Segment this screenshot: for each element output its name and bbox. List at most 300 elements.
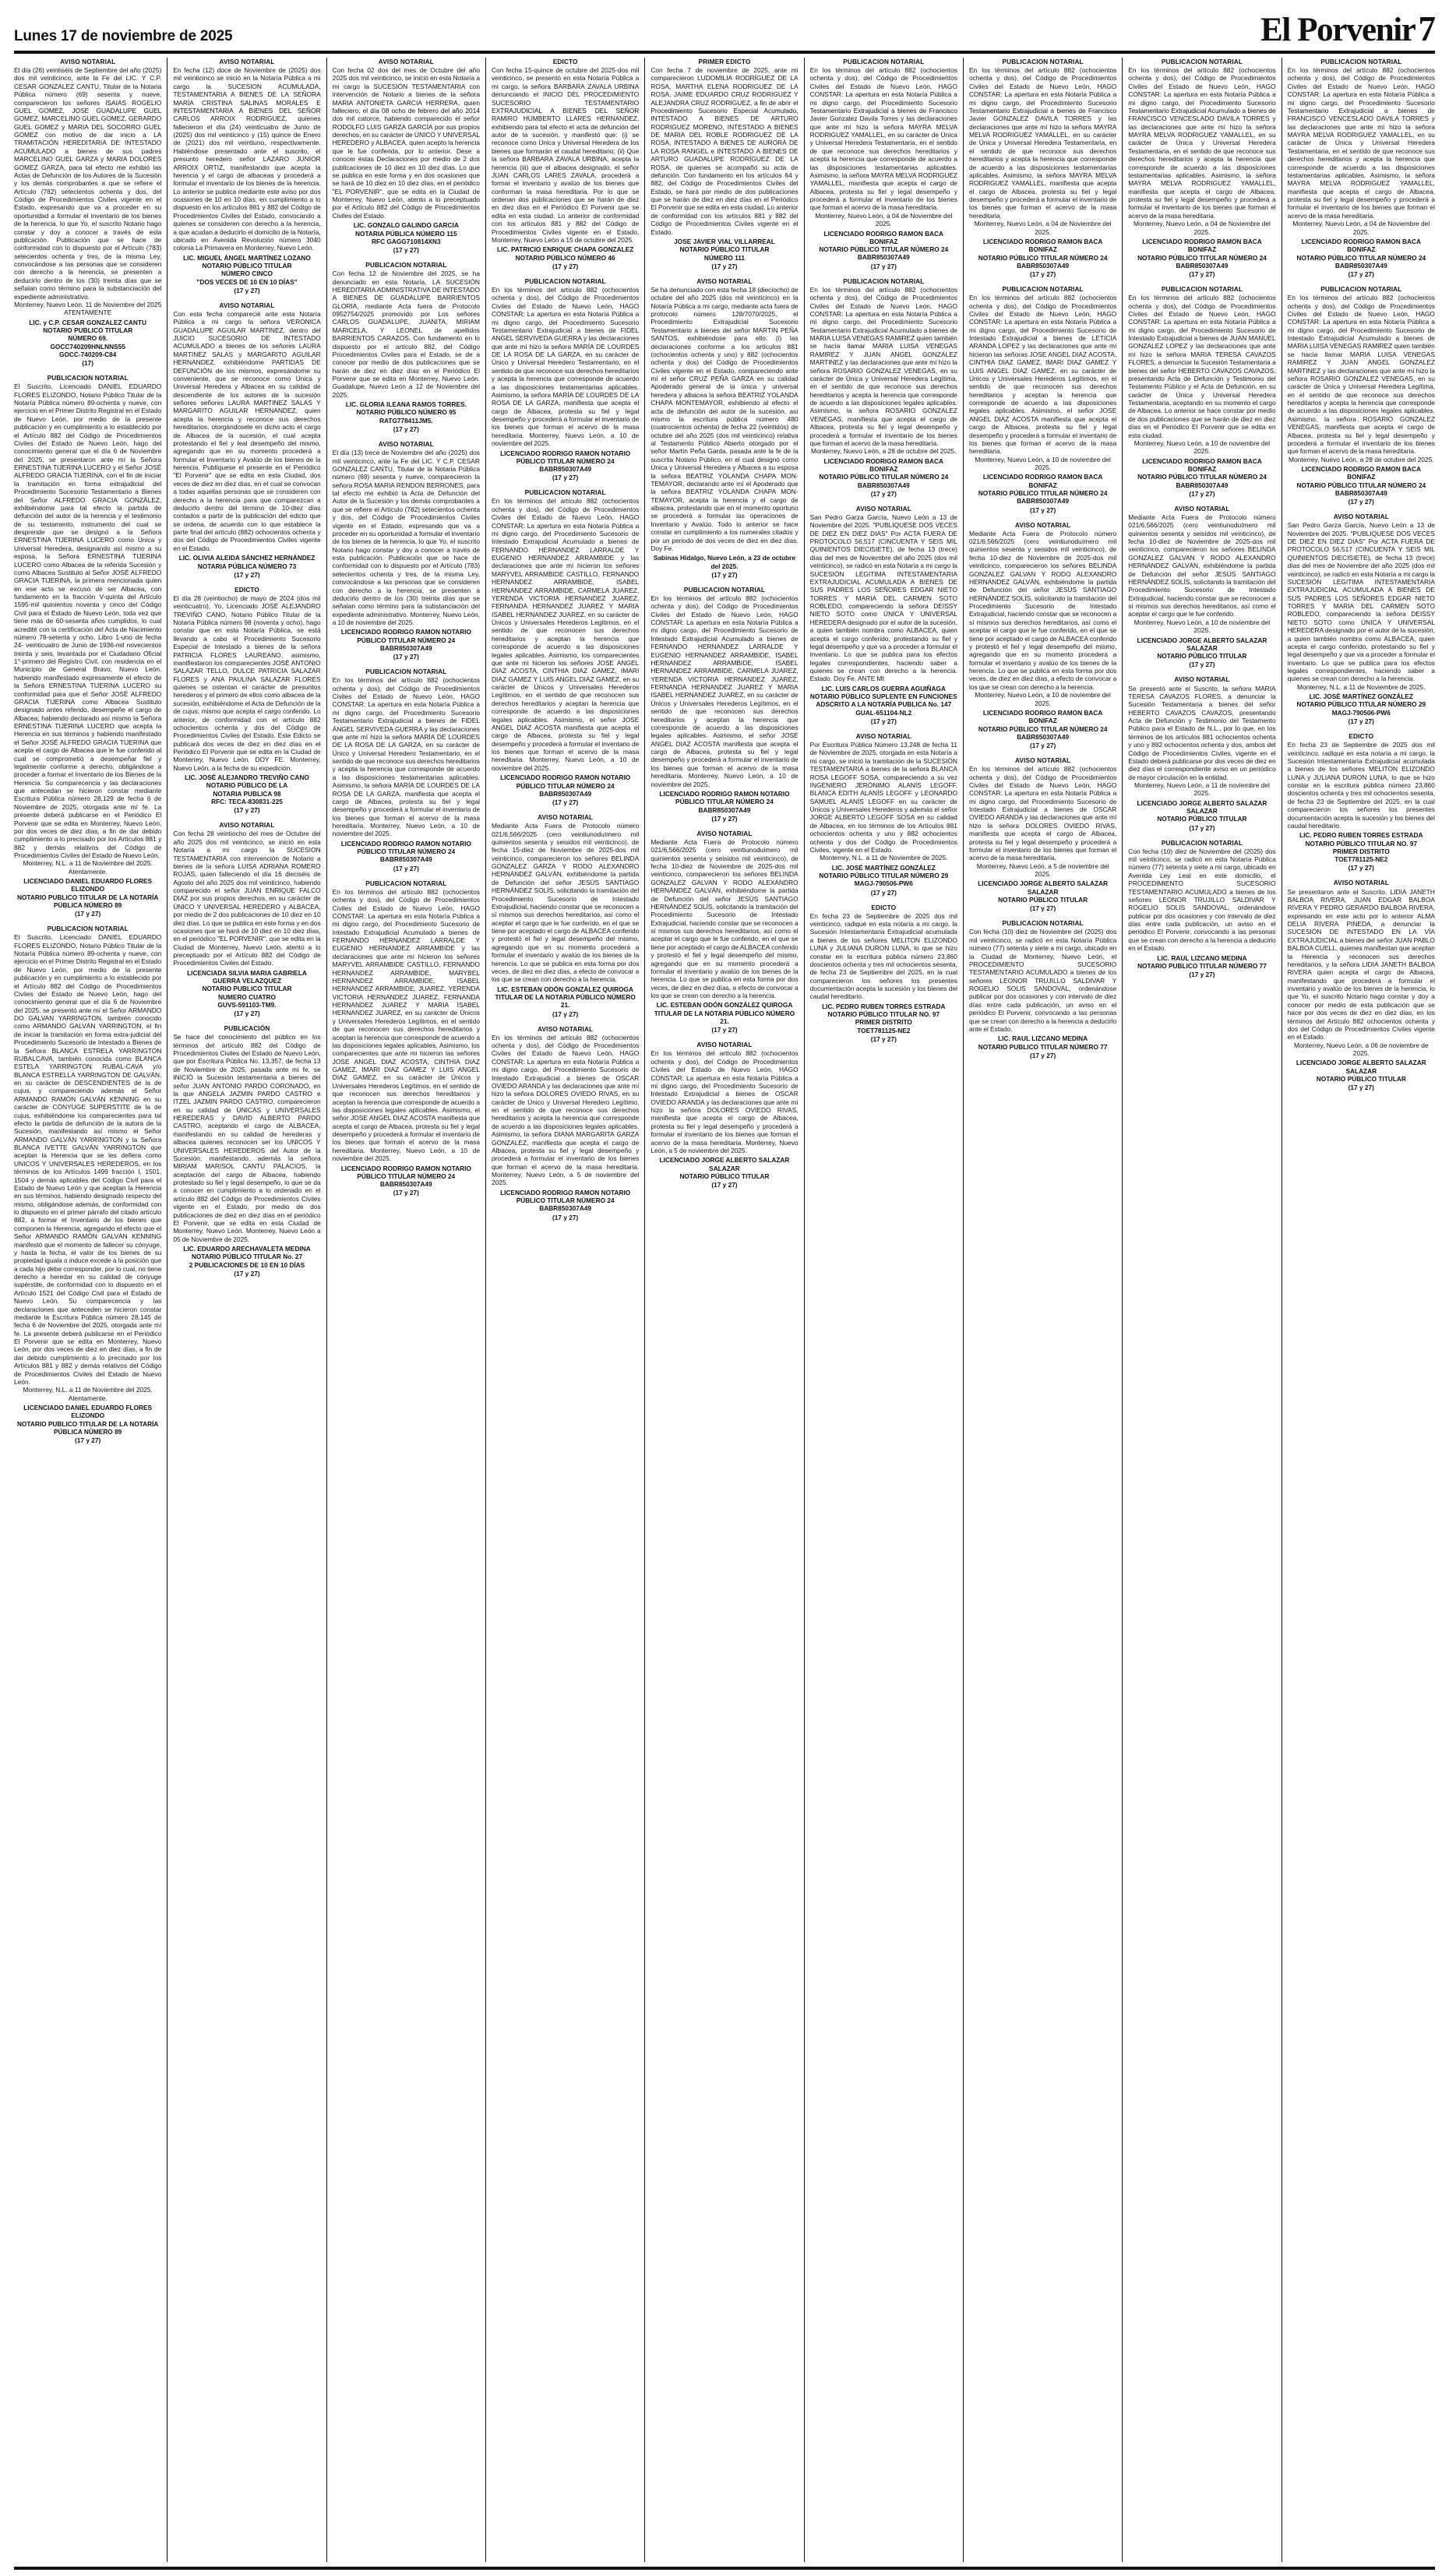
signature-line: NOTARIO PÚBLICO DE LA [206, 781, 288, 790]
signature-line: BABR850307A49 [857, 481, 910, 489]
publication-dates-marker: (17 y 27) [75, 1436, 101, 1445]
notice-heading: AVISO NOTARIAL [538, 1024, 594, 1033]
notices-column [14, 58, 167, 2562]
notice-block [810, 58, 957, 270]
notice-block [492, 58, 639, 270]
signature-line: LIC. RAUL LIZCANO MEDINA [1157, 953, 1247, 962]
notice-block [969, 58, 1116, 278]
notice-body: En los términos del artículo 882 (ochocientos ochenta y dos), del Código de Procedimientos Civiles del Estado de Nuevo León, HAGO CONSTAR: La apertura en esta Notaría Pública a mi digno cargo, del Procedimiento Sucesorio de Intestado Extrajudicial a bienes de OSCAR OVIEDO ARANDA y las declaraciones que ante mí hizo la señora DOLORES OVIEDO RIVAS, en su carácter de Único y Universal Heredero Legítimo, en el sentido de que reconoce sus derechos hereditarios y acepta la herencia que corresponde de acuerdo a las disposiciones legales aplicables. Asimismo, la señora DIANA MARGARITA GARZA GONZALEZ, manifiesta que acepta el cargo de Albacea, protesta su fiel y legal desempeño y procederá a formular el inventario de los bienes que forman el acervo de la masa hereditaria. Monterrey, Nuevo León, a 5 de noviembre del 2025. [491, 1033, 640, 1187]
notice-line: Monterrey, Nuevo León, a 11 de noviembre del 2025. [1134, 781, 1270, 798]
notice-body: En los términos del artículo 882 (ochocientos ochenta y dos), del Código de Procedimientos Civiles del Estado de Nuevo León, HAGO CONSTAR: La apertura en esta Notaría Pública a mi digno cargo, del Procedimiento Sucesorio de Intestado Extrajudicial Acumulado a bienes de FERNANDO HERNANDEZ LARRALDE Y EUGENIO HERNANDEZ ARRAMBIDE y las declaraciones que ante mí hicieron los señores MARYVEL ARRAMBIDE CASTILLO, FERNANDO HERNANDEZ ARRAMBIDE, MARYBEL HERNANDEZ ARRAMBIDE, ISABEL HERNANDEZ ARRAMBIDE, JUAREZ, YERENDA VICTORIA HERNANDEZ JUAREZ, FERNANDA HERNANDEZ JUAREZ Y MARIA ISABEL HERNANDEZ JUAREZ, en su carácter de Únicos y Universales Herederos Legítimos, en el sentido de que reconocen sus derechos hereditarios y aceptan la herencia que corresponde de acuerdo a las disposiciones legales aplicables. Asimismo, los comparecientes que ante mi hicieron las señores JOSE ANGEL DIAZ ACOSTA, CINTHIA DIAZ GAMEZ, IMARI DIAZ GAMEZ Y LUIS ANGEL DIAZ GAMEZ, en su carácter de Únicos y Universales Herederos Legítimos, en el sentido de que reconocen sus derechos hereditarios y aceptan la herencia que corresponde de acuerdo a las disposiciones legales aplicables. Asimismo, el señor JOSE ANGEL DIAZ ACOSTA manifiesta que acepta el cargo de Albacea, protesta su fiel y legal desempeño y procederá a formular el inventario de los bienes que forman el acervo de la masa hereditaria. Monterrey, Nuevo León, a 10 de noviembre del 2025. [332, 887, 480, 1163]
publication-dates-marker: (17 y 27) [1189, 823, 1215, 832]
publication-dates-marker: (17 y 27) [870, 717, 897, 725]
notary-signature-block [1128, 238, 1275, 270]
notice-heading: PUBLICACION NOTARIAL [1161, 58, 1243, 65]
signature-line: NOTARIA PÚBLICA NÚMERO 115 [355, 229, 457, 238]
notice-line: Monterrey, Nuevo León, a 04 de Noviembre del 2025. [1133, 220, 1271, 236]
notice-line: Monterrey, Nuevo León, a 10 de noviembre del 2025. [1133, 439, 1271, 456]
signature-line: NOTARIO PUBLICO TITULAR NÚMERO 77 [1137, 961, 1267, 970]
signature-line: 2 PUBLICACIONES DE 10 EN 10 DÍAS [189, 1260, 305, 1269]
publication-dates-marker: (17 y 27) [1189, 489, 1215, 498]
notice-body: El día (26) veintiséis de Septiembre del año (2025) dos mil veinticinco, ante la Fe del LIC. Y C.P. CESAR GONZALEZ CANTU, Titular de la Notaria Pública número (69) sesenta y nueve, comparecieron los señores ISAIAS ROGELIO GUEL GOMEZ, JOSE GUADALUPE GUEL GOMEZ, MARCELINO GUEL GOMEZ, GERARDO GUEL GOMEZ y MARIA DEL SOCORRO GUEL GOMEZ con motivo de dar inicio a LA TRAMITACIÓN HEREDITARIA DE INTESTADO ACUMULADO a bienes de sus padres MARCELINO GUEL GARZA y MARIA DOLORES GOMEZ GARZA, para tal efecto me exhibió las Actas de Defunción de los Autores de la Sucesión y los demás comprobantes a que se refiere el Artículo (782) setecientos ochenta y dos, del Código de Procedimientos Civiles vigente en el Estado, expresando que va a proceder en su oportunidad a formular el inventario de los bienes de la herencia, lo que Yo, el suscrito Notario hago constar y doy a conocer a través de esta publicación. Publicación que se hace de conformidad con lo dispuesto por el Artículo (783) setecientos ochenta y tres, de la misma Ley, convocándose a las personas que se consideren con derecho a la herencia, se presenten a deducirlo dentro de los (30) treinta días que se señalan como término para la substanciación del expediente administrativo. [14, 66, 162, 301]
publication-dates-marker: (17 y 27) [870, 888, 897, 897]
notary-signature-block [969, 709, 1116, 741]
signature-line: LICENCIADO RODRIGO RAMON BACA BONIFAZ [1142, 456, 1262, 473]
signature-line: LICENCIADO JORGE ALBERTO SALAZAR SALAZAR [1137, 636, 1267, 652]
notice-body: Con fecha 15-quince de octubre del 2025-dos mil veinticinco, se presentó en esta Notaría Pública a mi cargo, la señora BARBARA ZAVALA URBINA denunciando el INICIO DEL PROCEDIMIENTO SUCESORIO TESTAMENTARIO EXTRAJUDICIAL A BIENES DEL SEÑOR RAMIRO HUMBERTO LLARES HERNANDEZ, exhibiendo para tal efecto el acta de defunción del autor de la sucesión, y manifestó que: (i) se reconoce como Única y Universal Heredera de los bienes que formarán el caudal hereditario; (ii) Que la señora BARBARA ZAVALA URBINA, acepta la herencia (iii) que el albacea designado, el señor JUAN CARLOS LARES ZAVALA, procederá a formar el inventario y avalúo de los bienes que conforman la masa hereditaria. Por lo que se ordenan dos publicaciones que se harán de diez en diez días en el Periódico El Porvenir que se edita en esta ciudad. Lo anterior de conformidad con los artículos 881 y 882 del Código de Procedimientos Civiles vigente en el Estado. Monterrey, Nuevo León a 15 de octubre del 2025. [491, 66, 640, 244]
notice-body: San Pedro Garza García, Nuevo León a 13 de Noviembre del 2025. "PUBLIQUESE DOS VECES DE DIEZ EN DIEZ DIAS" Por ACTA FUERA DE PROTOCOLO 56,517 (CINCUENTA Y SEIS MIL QUINIENTOS DIECISIETE), de fecha 13 (trece) días del mes de Noviembre del año 2025 (dos mil veinticinco), se radicó en esta Notaría a mi cargo la SUCESIÓN LEGITIMA INTESTAMENTARIA EXTRAJUDICIAL ACUMULADA A BIENES DE SUS PADRES LOS SEÑORES EDGAR NIETO TORRES Y MARIA DEL CARMEN SOTO ROBLEDO, compareciendo la señora DEISSY NIETO SOTO como ÚNICA Y UNIVERSAL HEREDERA designado por el autor de la sucesión, a quien también nombra como ALBACEA, quien acepta el cargo conferido, protestando su fiel y legal desempeño y que va a proceder a formular el inventario. Lo que se publica para los efectos legales correspondientes, haciendo saber a quienes se crean con derecho a la herencia. [1287, 521, 1435, 683]
signature-line: BABR850307A49 [539, 789, 592, 798]
signature-line: LICENCIADO RODRIGO RAMON BACA BONIFAZ [982, 237, 1103, 254]
notices-columns [14, 58, 1435, 2562]
notice-heading: PUBLICACION NOTARIAL [843, 58, 925, 65]
notice-heading: PUBLICACION NOTARIAL [1161, 285, 1243, 294]
publication-dates-marker: (17 y 27) [393, 653, 419, 661]
notice-body: Con fecha 7 de noviembre de 2025, ante mi comparecieron LUDOMILIA RODRÍGUEZ DE LA ROSA, MARTHA ELENA RODRIGUEZ DE LA ROSA, JAIME EDUARDO CRUZ RODRIGUEZ Y ALEJANDRA CRUZ RODRIGUEZ, a fin de abrir el Procedimiento Sucesorio Especial Acumulado, INTESTADO A BIENES DE ARTURO RODRIGUEZ MORENO, INTESTADO A BIENES DE MARIA DEL ROBLE RODRIGUEZ DE LA ROSA, INTESTADO A BIENES DE AURORA DE LA ROSA RANGEL e INTESTADO A BIENES DE ARTURO GUADALUPE RODRÍGUEZ DE LA ROSA, de quienes se acompañó su acta de defunción. Con fundamento en los artículos 64 y 882, del Código de Procedimientos Civiles del Estado, se hará por medio de dos publicaciones que se harán de diez en diez días en el Periódico El Porvenir que se edita en esta ciudad. Lo anterior de conformidad con los artículos 881 y 882 del Código de Procedimientos Civiles vigente en el Estado. [650, 66, 799, 236]
publication-dates-marker: (17 y 27) [1348, 1084, 1374, 1092]
signature-line: LIC. ESTEBAN ODÓN GONZÁLEZ QUIROGA [497, 985, 633, 993]
notice-body: Mediante Acta Fuera de Protocolo número 021/6,566/2025 (cero veintiunoduímero mil quinientos sesenta y seisidos mil veinticinco), de fecha 10-diez de Noviembre de 2025-dos mil veinticinco, comparecieron los señores BELINDA GONZALEZ GALVAN Y RODO ALEXANDRO HERNÁNDEZ GALVÁN, exhibiéndome la partida de Defunción del señor JESÚS SANTIAGO HERNÁNDEZ SOLÍS, solicitando la tramitación del Procedimiento Sucesorio de Intestado Extrajudicial, haciendo constar que se reconocen a sí mismos sus derechos hereditarios, así como el aceptar el cargo que le fue conferido, en el que se tiene por aceptado el cargo de ALBACEA conferido y protestó el fiel y legal desempeño del mismo, agregando que en su momento procederá a formular el inventario y avalúo de los bienes de la herencia. Lo que se publica en esta forma por dos veces, de diez en diez días, a efecto de convocar a los que se crean con derecho a la herencia. [650, 837, 799, 1000]
notice-line: Monterrey, Nuevo León, a 04 de Noviembre del 2025. [1292, 220, 1430, 236]
notices-column [805, 58, 964, 2562]
notice-body: En los términos del artículo 882 (ochocientos ochenta y dos), del Código de Procedimientos Civiles del Estado de Nuevo León, HAGO CONSTAR: La apertura en esta Notaría Pública a mi digno cargo, del Procedimiento Sucesorio de Intestado Extrajudicial a bienes de JUAN MANUEL GONZALEZ LOPEZ y las declaraciones que ante mí hizo la señora MARIA TERESA CAVAZOS FLORES, a denunciar la Sucesión Testamentaria a bienes del señor HEBERTO CAVAZOS CAVAZOS, presentando Acta de Defunción y Testimonio del Testamento Público y el Acta de Defunción, en su carácter de Única y Universal Heredera Testamentaria, aceptando en su momento el cargo de Albacea. Lo anterior se hace constar por medio de dos publicaciones que se harán de diez en diez días en el Periódico El Porvenir que se edita en esta ciudad. [1128, 294, 1276, 439]
signature-line: NOTARIA PÚBLICA NÚMERO 73 [197, 562, 297, 570]
notice-heading: PUBLICACION NOTARIAL [1002, 58, 1084, 65]
notice-heading: PUBLICACION NOTARIAL [843, 277, 925, 285]
publication-dates-marker: (17 y 27) [1348, 270, 1374, 279]
notary-signature-block [173, 774, 320, 805]
notice-body: El día (13) trece de Noviembre del año (2025) dos mil veinticinco, ante la Fe del LIC. Y C.P. CESAR GONZALEZ CANTU, Titular de la Notaria Pública número (69) sesenta y nueve, comparecieron la señora ROSA MARIA RENDON BERRONES, para tal efecto me exhibió la Acta de Defunción del Autor de la Sucesión y los demás comprobantes a que se refiere el Artículo (782) setecientos ochenta y dos, del Código de Procedimientos Civiles vigente en el Estado, expresando que va a proceder en su oportunidad a formular el inventario de los bienes de la herencia, lo que Yo, el suscrito Notario hago constar y doy a conocer a través de esta publicación. Publicación que se hace de conformidad con lo dispuesto por el Artículo (783) setecientos ochenta y tres, de la misma Ley, convocándose a las personas que se consideren con derecho a la herencia, se presenten a deducirlo dentro de los (30) treinta días que se señalan como término para la substanciación del expediente administrativo. Monterrey, Nuevo León, a 10 de noviembre del 2025. [332, 449, 480, 627]
notary-signature-block [492, 985, 639, 1010]
publication-dates-marker: (17 y 27) [1189, 971, 1215, 979]
notice-body: Con fecha 28 veintiocho del mes de Octubre del año 2025 dos mil veinticinco, se inició en esta Notaría a mi cargo la SUCESION TESTAMENTARIA con intervención de Notario a bienes de la señora LUISA ADRIANA ROMERO ROJAS, quien falleciendo el día 16 dieciséis de Agosto del año 2025 dos mil veinticinco, habiendo comparecido el señor JUAN ENRIQUE FALCO DIAZ por sus propios derechos, en su carácter de ÚNICO Y UNIVERSAL HEREDERO y ALBACEA, por medio de 2 dos publicaciones de 10 diez en 10 diez días. Lo que se publica en este forma y en dos ocasiones que se hará de 10 diez en 10 diez días, en el periódico "EL PORVENIR", que se edita en la Ciudad de Monterrey, Nuevo León, atento a lo preceptuado por el Artículo 882 del Código de Procedimientos Civiles del Estado. [173, 830, 321, 967]
notary-signature-block [492, 449, 639, 474]
notice-body: En los términos del artículo 882 (ochocientos ochenta y dos), del Código de Procedimientos Civiles del Estado de Nuevo León, HAGO CONSTAR: La apertura en esta Notaría Pública a mi digno cargo, del Procedimiento Sucesorio Testamentario Extrajudicial a bienes de FRANCISCO VENCESLADO DAVILA TORRES y las declaraciones que ante mí hizo la señora MAYRA MELVA RODRIGUEZ YAMALLEL, en su carácter de Única y Universal Heredera Testamentaria, en el sentido de que reconoce sus derechos hereditarios y acepta la herencia que corresponde de acuerdo a las disposiciones testamentarias aplicables. Asimismo, la señora MAYRA MELVA RODRIGUEZ YAMALLEL, manifiesta que acepta el cargo de Albacea, protesta su fiel y legal desempeño y procederá a formular el inventario de los bienes que forman el acervo de la masa hereditaria. [1287, 66, 1435, 220]
signature-line: RFC: TECA-830831-225 [211, 797, 283, 805]
signature-line: LICENCIADO RODRIGO RAMON BACA BONIFAZ [823, 229, 944, 245]
notice-body: En los términos del artículo 882 (ochocientos ochenta y dos), del Código de Procedimientos Civiles del Estado de Nuevo León, HAGO CONSTAR: La apertura en esta Notaría Pública a mi digno cargo, del Procedimiento Sucesorio Testamentario Extrajudicial a bienes de FIDEL ÁNGEL SERVIVEDA GUERRA y las declaraciones que ante mí hizo la señora MARÍA DE LOURDES DE LA ROSA DE LA GARZA, en su carácter de Único y Universal Heredero Testamentario, en el sentido de que reconoce sus derechos hereditarios y acepta la herencia que corresponde de acuerdo a las disposiciones testamentarias aplicables. Asimismo, la señora MARÍA DE LOURDES DE LA ROSA DE LA GARZA, manifiesta que acepta el cargo de Albacea, protesta su fiel y legal desempeño y procederá a formular el inventario de los bienes que forman el acervo de la masa hereditaria. Monterrey, Nuevo León, a 10 de noviembre del 2025. [332, 676, 480, 838]
publication-dates-marker: (17 y 27) [711, 570, 738, 579]
notice-block [492, 1025, 639, 1221]
signature-line: NUMERO CUATRO [217, 992, 277, 1001]
notice-block [173, 58, 320, 294]
notary-signature-block [969, 238, 1116, 270]
signature-line: PRIMER DISTRITO [855, 1018, 912, 1027]
signature-line: LIC. GONZALO GALINDO GARCIA [353, 221, 459, 230]
notice-line: Monterrey, Nuevo León, a 04 de Noviembre del 2025. [974, 220, 1112, 236]
notice-body: Con fecha (10) diez de Noviembre del (2025) dos mil veinticinco, se radicó en esta Notaría Pública número (77) setenta y siete a mi cargo, ubicado en Avenida Ley Leal en este domicilio, el PROCEDIMIENTO SUCESORIO TESTAMENTARIO ACUMULADO a bienes de los señores LEONOR TRUJILLO SALDIVAR Y ROGELIO SOLIS SANDOVAL, ordenándose publicar por dos ocasiones y con intervalo de diez días entre cada publicación, un aviso en el periódico El Porvenir, convocando a las personas que se crean con derecho a la herencia a deducirlo en el Estado. [1128, 847, 1276, 953]
notice-block [333, 879, 480, 1197]
signature-line: MAGJ-790506-PW6 [854, 879, 913, 888]
notice-heading: PUBLICACION NOTARIAL [365, 668, 447, 676]
notary-signature-block [650, 1001, 798, 1025]
notices-column [1123, 58, 1282, 2562]
publication-dates-marker: (17 y 27) [1189, 270, 1215, 279]
notice-block [492, 277, 639, 481]
signature-line: GOCC-740209-C84 [59, 350, 117, 358]
signature-line: NOTARIO PÚBLICO TITULAR [1157, 652, 1247, 661]
notice-heading: AVISO NOTARIAL [1174, 675, 1230, 684]
signature-line: BABR850307A49 [379, 643, 432, 652]
signature-line: BABR850307A49 [1176, 481, 1229, 489]
notice-heading: AVISO NOTARIAL [696, 1041, 753, 1049]
publication-dates-marker: (17 y 27) [393, 864, 419, 872]
publication-dates-marker: (17 y 27) [552, 1213, 579, 1221]
notary-signature-block [1288, 1059, 1435, 1083]
publication-dates-marker: (17 y 27) [393, 1189, 419, 1197]
notice-line: Monterrey, Nuevo León, a 10 de noviembre del 2025. [1133, 618, 1271, 635]
notice-line: Monterrey, Nuevo León, a 10 de noviembre del 2025. [975, 691, 1111, 707]
signature-line: NOTARIO PÚBLICO TITULAR No. 27 [191, 1253, 303, 1261]
publication-dates-marker: (17 y 27) [1030, 1051, 1056, 1059]
notice-body: En los términos del artículo 882 (ochocientos ochenta y dos), del Código de Procedimientos Civiles del Estado de Nuevo León, HAGO CONSTAR: La apertura en esta Notaría Pública a mi digno cargo, del Procedimiento Sucesorio de Intestado Extrajudicial a bienes de OSCAR OVIEDO ARANDA y las declaraciones que ante mí hizo la señora DOLORES OVIEDO RIVAS, manifiesta que acepta el cargo de Albacea, protesta su fiel y legal desempeño y procederá a formular el inventario de los bienes que forman el acervo de la masa hereditaria. [968, 765, 1117, 862]
notices-column [645, 58, 804, 2562]
notice-block [14, 374, 161, 918]
publication-dates-marker: (17 y 27) [1030, 506, 1056, 514]
notice-block [810, 904, 957, 1043]
notice-heading: PUBLICACION NOTARIAL [1320, 285, 1402, 294]
signature-line: LICENCIADO RODRIGO RAMON NOTARIO PÚBLICO TITULAR NÚMERO 24 [340, 628, 471, 644]
notary-signature-block [1128, 799, 1275, 823]
notice-heading: PUBLICACION NOTARIAL [47, 374, 129, 382]
publication-dates-marker: (17 y 27) [234, 806, 260, 815]
masthead [14, 0, 1435, 48]
publication-dates-marker: (17 y 27) [870, 489, 897, 498]
notice-block [333, 668, 480, 872]
signature-line: PRIMER DISTRITO [1332, 847, 1390, 855]
publication-dates-marker: (17 y 27) [711, 1026, 738, 1034]
notice-block [650, 586, 798, 823]
signature-line: NOTARIO PÚBLICO TITULAR NÚMERO 24 [978, 489, 1108, 498]
header-rule [14, 51, 1435, 54]
publication-dates-marker: (17 y 27) [711, 814, 738, 823]
signature-line: NOTARIO PUBLICO TITULAR DE LA NOTARÍA PÚBLICA NÚMERO 89 [16, 893, 159, 909]
signature-line: JOSE JAVIER VIAL VILLARREAL [674, 237, 775, 245]
notary-signature-block [969, 1034, 1116, 1051]
signature-line: NOTARIO PÚBLICO NÚMERO 46 [515, 253, 615, 262]
notice-block [173, 586, 320, 814]
notice-line: Monterrey, N.L. a 11 de Noviembre de 2025. [820, 854, 948, 862]
notice-heading: PUBLICACION NOTARIAL [524, 488, 606, 497]
notice-block [1128, 675, 1275, 831]
notice-heading: PRIMER EDICTO [698, 58, 751, 65]
notice-line: Monterrey, Nuevo León, a 06 de noviembre de 2025. [1294, 1041, 1429, 1058]
signature-line: LICENCIADO RODRIGO RAMON BACA BONIFAZ [823, 456, 944, 473]
notice-block [173, 1024, 320, 1277]
notice-block [1128, 58, 1275, 278]
notice-heading: AVISO NOTARIAL [378, 58, 434, 65]
notary-signature-block [14, 877, 161, 909]
notice-block [14, 925, 161, 1444]
notary-signature-block [1128, 457, 1275, 489]
notice-heading: PUBLICACION NOTARIAL [524, 277, 606, 285]
signature-line: LICENCIADO RODRIGO RAMON NOTARIO PÚBLICO TITULAR NÚMERO 24 [500, 774, 631, 790]
signature-line: NOTARIO PÚBLICO TITULAR NÚMERO 24 [819, 245, 949, 254]
publication-dates-marker: (17 y 27) [393, 425, 419, 434]
notice-block [173, 821, 320, 1017]
signature-line: LIC. JOSÉ MARTÍNEZ GONZÁLEZ [831, 863, 936, 872]
publication-dates-marker: (17 y 27) [870, 262, 897, 270]
signature-line: LICENCIADO DANIEL EDUARDO FLORES ELIZONDO [23, 1404, 153, 1420]
notice-block [333, 440, 480, 661]
notary-signature-block [492, 774, 639, 798]
footer-rule [14, 2567, 1435, 2570]
signature-line: LICENCIADO RODRIGO RAMON NOTARIO PÚBLICO TITULAR NÚMERO 24 [340, 1164, 471, 1180]
signature-line: LIC. PATRICIO ENRIQUE CHAPA GONZALEZ [496, 245, 634, 254]
publication-dates-marker: (17 y 27) [711, 262, 738, 270]
notice-heading: AVISO NOTARIAL [855, 731, 911, 740]
notice-heading: EDICTO [552, 58, 578, 65]
signature-line: NÚMERO CINCO [221, 270, 273, 278]
signature-line: NOTARIO PÚBLICO TITULAR NO. 97 [1305, 839, 1418, 848]
signature-line: NOTARIO PUBLICO TITULAR NÚMERO 77 [978, 1042, 1108, 1051]
notice-heading: EDICTO [1349, 732, 1374, 741]
signature-line: LIC. MIGUEL ÁNGEL MARTÍNEZ LOZANO [183, 253, 311, 262]
signature-line: NOTARIO PUBLICO TITULAR [43, 326, 133, 335]
notice-block [650, 830, 798, 1034]
notary-signature-block [810, 685, 957, 717]
notice-heading: PUBLICACION NOTARIAL [1002, 285, 1084, 294]
notice-heading: AVISO NOTARIAL [219, 301, 275, 309]
signature-line: NOTARIO PÚBLICO TITULAR NÚMERO 24 [978, 253, 1108, 262]
notice-line: Monterrey, Nuevo León, a 28 de octubre del 2025. [1289, 455, 1434, 463]
notary-signature-block [14, 319, 161, 358]
notice-body: En los términos del artículo 882 (ochocientos ochenta y dos), del Código de Procedimientos Civiles del Estado de Nuevo León, HAGO CONSTAR: La apertura en esta Notaría Pública a mi digno cargo, del Procedimiento Sucesorio Testamentario Extrajudicial Acumulado a bienes de MARIA LUISA VENEGAS RAMIREZ quien también se hacía llamar MARIA LUISA VENEGAS RAMIREZ Y JUAN ANGEL GONZALEZ MARTINEZ y las declaraciones que ante mí hizo la señora ROSARIO GONZALEZ VENEGAS, en su carácter de Única y Universal Heredera Legítima, en el sentido de que reconoce sus derechos hereditarios y acepta la herencia que corresponde de acuerdo a las disposiciones legales aplicables. Asimismo, la señora ROSARIO GONZALEZ VENEGAS, manifiesta que acepta el cargo de Albacea, protesta su fiel y legal desempeño y procederá a formular el inventario de los bienes que forman el acervo de la masa hereditaria. [809, 285, 957, 447]
notary-signature-block [1128, 954, 1275, 971]
notice-line: Monterrey, Nuevo León, 11 de Noviembre del 2025 [14, 300, 162, 308]
signature-line: BABR850307A49 [1176, 261, 1229, 270]
signature-line: NOTARIO PÚBLICO TITULAR NÚMERO 24 [819, 473, 949, 481]
notice-heading: AVISO NOTARIAL [696, 277, 753, 285]
notice-block [333, 58, 480, 254]
notice-line: Monterrey, N.L. a 11 de Noviembre del 2025. Atentamente. [23, 1386, 153, 1402]
signature-line: BABR850307A49 [698, 805, 751, 814]
notice-block [1128, 285, 1275, 498]
publication-dates-marker: (17 y 27) [234, 570, 260, 579]
notary-signature-block [333, 221, 480, 245]
newspaper-logo [1260, 9, 1435, 48]
publication-dates-marker: (17 y 27) [234, 1010, 260, 1018]
signature-line: LICENCIADO DANIEL EDUARDO FLORES ELIZONDO [23, 877, 153, 893]
publication-dates-marker: (17 y 27) [234, 1269, 260, 1277]
signature-line: GUAL-651104-NL2 [855, 708, 912, 717]
notary-signature-block [333, 840, 480, 864]
notary-signature-block [810, 230, 957, 262]
notices-column [964, 58, 1123, 2562]
notary-signature-block [492, 245, 639, 262]
notice-heading: EDICTO [871, 903, 897, 911]
signature-line: LIC. JOSÉ ALEJANDRO TREVIÑO CANO [185, 774, 309, 782]
notice-heading: PUBLICACION NOTARIAL [1161, 838, 1243, 847]
signature-line: BABR850307A49 [539, 1204, 592, 1213]
notice-block [1288, 58, 1435, 278]
notice-body: En los términos del artículo 882 (ochocientos ochenta y dos), del Código de Procedimientos Civiles del Estado de Nuevo León, HAGO CONSTAR: La apertura en esta Notaría Pública a mi digno cargo, del Procedimiento Sucesorio de Intestado Extrajudicial Acumulado a bienes de MARIA LUISA VENEGAS RAMIREZ quien también se hacía llamar MARIA LUISA VENEGAS RAMIREZ Y JUAN ANGEL GONZALEZ MARTINEZ y las declaraciones que ante mí hizo la señora ROSARIO GONZALEZ VENEGAS, en su carácter de Única y Universal Heredera Legítima, en el sentido de que reconoce sus derechos hereditarios y acepta la herencia que corresponde de acuerdo a las disposiciones legales aplicables. Asimismo, la señora ROSARIO GONZALEZ VENEGAS, manifiesta que acepta el cargo de Albacea, protesta su fiel y legal desempeño y procederá a formular el inventario de los bienes que forman el acervo de la masa hereditaria. [1287, 294, 1435, 456]
notice-heading: AVISO NOTARIAL [696, 829, 753, 837]
signature-line: GUVS-591103-TM9. [217, 1000, 277, 1009]
publication-dates-marker: (17 y 27) [552, 474, 579, 482]
notice-body: Mediante Acta Fuera de Protocolo número 021/6,566/2025 (cero veintiunoduímero mil quinientos sesenta y seisidos mil veinticinco), de fecha 10-diez de Noviembre de 2025-dos mil veinticinco, comparecieron los señores BELINDA GONZALEZ GALVAN Y RODO ALEXANDRO HERNÁNDEZ GALVÁN, exhibiéndome la partida de Defunción del señor JESÚS SANTIAGO HERNÁNDEZ SOLÍS, solicitando la tramitación del Procedimiento Sucesorio de Intestado Extrajudicial, haciendo constar que se reconocen a sí mismos sus derechos hereditarios, así como el aceptar el cargo que le fue conferido. [1128, 513, 1276, 618]
signature-line: BABR850307A49 [1017, 497, 1070, 506]
publication-dates-marker: (17 y 27) [552, 262, 579, 270]
notice-body: En los términos del artículo 882 (ochocientos ochenta y dos), del Código de Procedimientos Civiles del Estado de Nuevo León, HAGO CONSTAR: La apertura en esta Notaría Pública a mi digno cargo, del Procedimiento Sucesorio de Intestado Extrajudicial Acumulado a bienes de FERNANDO HERNANDEZ LARRALDE Y EUGENIO HERNANDEZ ARRAMBIDE y las declaraciones que ante mí hicieron los señores MARYVEL ARRAMBIDE CASTILLO, FERNANDO HERNANDEZ ARRAMBIDE, ISABEL HERNANDEZ ARRAMBIDE, CARMELA JUAREZ, YERENDA VICTORIA HERNANDEZ JUAREZ, FERNANDA HERNANDEZ JUAREZ Y MARIA ISABEL HERNANDEZ JUAREZ, en su carácter de Únicos y Universales Herederos Legítimos, en el sentido de que reconocen sus derechos hereditarios y aceptan la herencia que corresponde de acuerdo a las disposiciones legales aplicables. Asimismo, los comparecientes que ante mi hicieron los señores JOSE ANGEL DIAZ ACOSTA, CINTHIA DIAZ GAMEZ, IMARI DIAZ GAMEZ Y LUIS ANGEL DIAZ GAMEZ, en su carácter de Únicos y Universales Herederos Legítimos, en el sentido de que reconocen sus derechos hereditarios y aceptan la herencia que corresponde de acuerdo a las disposiciones legales aplicables. Asimismo, el señor JOSE ANGEL DIAZ ACOSTA manifiesta que acepta el cargo de Albacea, protesta su fiel y legal desempeño y procederá a formular el inventario de los bienes que forman el acervo de la masa hereditaria. Monterrey, Nuevo León, a 10 de noviembre del 2025. [491, 497, 640, 772]
signature-line: NOTARIO PÚBLICO TITULAR [202, 262, 292, 270]
notice-line: Monterrey, Nuevo León, a 04 de Noviembre del 2025. [815, 211, 953, 228]
notice-block [492, 813, 639, 1017]
notary-signature-block [810, 864, 957, 888]
signature-line: NOTARIA PUBLICA 98 [213, 789, 281, 798]
notice-heading: AVISO NOTARIAL [1015, 520, 1071, 529]
signature-line: NOTARIO PÚBLICO TITULAR NÚMERO 24 [978, 724, 1108, 733]
notice-heading: AVISO NOTARIAL [1333, 513, 1389, 521]
notary-signature-block [1288, 465, 1435, 497]
notice-line: Monterrey, N.L. a 11 de Noviembre del 2025. [23, 859, 153, 868]
notice-body: En los términos del artículo 882 (ochocientos ochenta y dos), del Código de Procedimientos Civiles del Estado de Nuevo León, HAGO CONSTAR: La apertura en esta Notaría Pública a mi digno cargo, del Procedimiento Sucesorio Testamentario Extrajudicial a bienes de FIDEL ANGEL SERVIVEDA GUERRA y las declaraciones que ante mí hizo la señora MARÍA DE LOURDES DE LA ROSA DE LA GARZA, en su carácter de Único y Universal Heredero Testamentario, en el sentido de que reconoce sus derechos hereditarios y acepta la herencia que corresponde de acuerdo a las disposiciones testamentarias aplicables. Asimismo, la señora MARÍA DE LOURDES DE LA ROSA DE LA GARZA, manifiesta que acepta el cargo de Albacea, protesta su fiel y legal desempeño y procederá a formular el inventario de los bienes que forman el acervo de la masa hereditaria. Monterrey, Nuevo León, a 10 de noviembre del 2025. [491, 286, 640, 448]
notice-line: Monterrey, Nuevo León, a 10 de noviembre del 2025. [975, 455, 1111, 472]
notice-body: En los términos del artículo 882 (ochocientos ochenta y dos), del Código de Procedimientos Civiles del Estado de Nuevo León, HAGO CONSTAR: La apertura en esta Notaría Pública a mi digno cargo, del Procedimiento Sucesorio Testamentario Extrajudicial Acumulado a bienes de FRANCISCO VENCESLADO DAVILA TORRES y las declaraciones que ante mí hizo la señora MAYRA MELVA RODRIGUEZ YAMALLEL, en su carácter de Única y Universal Heredera Testamentaria, en el sentido de que reconoce sus derechos hereditarios y acepta la herencia que corresponde de acuerdo a las disposiciones testamentarias aplicables. Asimismo, la señora MAYRA MELVA RODRIGUEZ YAMALLEL, manifiesta que acepta el cargo de Albacea, protesta su fiel y legal desempeño y procederá a formular el inventario de los bienes que forman el acervo de la masa hereditaria. [1128, 66, 1276, 220]
notice-block [969, 285, 1116, 513]
notice-body: En fecha 23 de Septiembre de 2025 dos mil veinticinco, radiqué en esta notaría a mi cargo, la Sucesión Intestamentaria Extrajudicial acumulada a bienes de los señores MELITON ELIZONDO LUNA y JULIANA DURON LUNA, lo que se hizo constar en la escritura pública número 23,860 doscientos ochenta y tres mil ochocientos sesenta, de fecha 23 de Septiembre del 2025, en la cual comparecieron los señores los presentes documentación acepta la sucesión y los bienes del caudal hereditario. [809, 911, 957, 1001]
signature-line: LIC. ESTEBAN ODÓN GONZÁLEZ QUIROGA [656, 1001, 793, 1010]
notice-line: Monterrey, Nuevo León, a 5 de noviembre del 2025. [976, 862, 1109, 879]
signature-line: TOET781125-NE2 [857, 1026, 911, 1034]
notary-signature-block [14, 1404, 161, 1436]
signature-line: NOTARIO PUBLICO TITULAR DE LA NOTARÍA PÚBLICA NÚMERO 89 [16, 1419, 159, 1436]
notice-heading: AVISO NOTARIAL [1174, 504, 1230, 513]
notice-block [1288, 285, 1435, 506]
brand-name: El Porvenir [1260, 12, 1416, 48]
notices-column [486, 58, 645, 2562]
notice-block [650, 1041, 798, 1189]
notice-heading: PUBLICACION NOTARIAL [365, 261, 447, 270]
notice-heading: AVISO NOTARIAL [855, 504, 911, 513]
signature-line: LICENCIADO JORGE ALBERTO SALAZAR SALAZAR [978, 879, 1109, 896]
signature-line: NÚMERO 69. [68, 334, 108, 343]
notice-block [1288, 879, 1435, 1091]
notice-block [173, 301, 320, 579]
notices-column [167, 58, 326, 2562]
notary-signature-block [492, 1189, 639, 1213]
signature-line: LICENCIADO RODRIGO RAMON BACA BONIFAZ [982, 473, 1103, 489]
signature-line: LICENCIADO RODRIGO RAMON BACA BONIFAZ [982, 708, 1103, 725]
notice-block [650, 58, 798, 270]
notice-body: El Suscrito, Licenciado DANIEL EDUARDO FLORES ELIZONDO, Notario Público Titular de la Notaría Pública número 89-ochenta y nueve, con ejercicio en el Primer Distrito Registral en el Estado de Nuevo León, por medio de la presente publicación y en cumplimiento a lo establecido por el Artículo 882 del Código de Procedimientos Civiles del Estado de Nuevo León, hago del conocimiento general que el día 6 de Noviembre del 2025, se presentaron ante mí la Señora ERNESTINA TIJERINA LUCERO y el Señor JOSÉ ALFREDO GRACIA TIJERINA, con el fin de iniciar la tramitación en forma extrajudicial del Procedimiento Sucesorio Testamentario a Bienes del Señor ALFREDO GRACIA GONZÁLEZ, exhibiéndome para tal efecto la partida de defunción del autor de la herencia y el testimonio de su testamento, instrumento del cual se desprende que se designó a la Señora ERNESTINA TIJERINA LUCERO como Única y Universal Heredera, designando así mismo a su esposa, la Señora ERNESTINA TIJERINA LUCERO como Albacea de la referida Sucesión y como Albacea Sustituto al Señor JOSÉ ALFREDO GRACIA TIJERINA, la primera mencionada quien en ese acto se excusó de ser Albacea, con fundamento en la fracción V-quinta del Artículo 1595-mil quinientos noventa y cinco del Código Civil para el Estado de Nuevo León, toda vez que tiene más de 60-sesenta años cumplidos, lo cual acredité con la certificación del Acta de Nacimiento número 78-setenta y ocho, Libro 1-uno de fecha 24- veinticuatro de Junio de 1936-mil novecientos treinta y seis, levantada por el Ciudadano Oficial 1°-primero del Registro Civil, con residencia en el Municipio de General Bravo, Nuevo León, habiendo manifestado expresamente el efecto de la Señora ERNESTINA TIJERINA LUCERO su conformidad para que el Señor JOSÉ ALFREDO GRACIA TIJERINA como Albacea Sustituto designado antes referido, desempeñe el cargo de Albacea; habiendo declarado así mismo la Señora ERNESTINA TIJERINA LUCERO que acepta la Herencia en sus términos y habiendo manifestado el Señor JOSÉ ALFREDO GRACIA TIJERINA que acepta el cargo de Albacea que le fue conferido al cual se comprometió a desempeñar fiel y legalmente conforme a derecho, obligándose a proceder a formar el Inventario de los Bienes de la Herencia. Su comparecencia y las declaraciones que antecedan se hicieron constar mediante Escritura Pública número 28,129 de fecha 6 de Noviembre de 2025, otorgada ante mí fe. La presente deberá publicarse en el Periódico El Porvenir que se edita en Monterrey, Nuevo León, por dos veces de diez días, a fin de dar debido cumplimiento a lo precisado por los Artículos 881 y 882 y demás relativos del Código de Procedimientos Civiles del Estado de Nuevo León. [14, 382, 162, 859]
notice-block [650, 277, 798, 579]
notice-body: Se hace del conocimiento del público en los términos del artículo 882 del Código de Procedimientos Civiles del Estado de Nuevo León, que por Escritura Pública No. 13,357, de fecha 13 de Noviembre de 2025, pasada ante mi fe, se INICIÓ la Sucesión testamentaria a bienes del señor JUAN ANTONIO PARDO CORONADO, en la que ANGELA JAZMIN PARDO CASTRO e ITZEL JAZMIN PARDO CASTRO, comparecieron en su calidad de ÚNICAS y UNIVERSALES HEREDERAS y DAVID ALBERTO PARDO CASTRO, aceptando el cargo de ALBACEA, manifestando en su calidad de herederas y albacea quienes reconocen ser los UNICOS Y UNIVERSALES HEREDEROS del Autor de la Sucesión; manifestando, además la señora MIRIAM MARISOL CANTU PALACIOS, la aceptación del cargo de Albacea, habiendo protestado su fiel y legal desempeño, lo que se da a conocer en cumplimiento a lo ordenado en el artículo 882 del Código de Procedimientos Civiles vigente en el Estado, por medio de dos publicaciones de diez en diez días en el periódico El Porvenir, que se edita en esta Ciudad de Monterrey, Nuevo León. Monterrey, Nuevo León a 05 de Noviembre de 2025. [173, 1033, 321, 1243]
signature-line: BABR850307A49 [1017, 261, 1070, 270]
notice-heading: AVISO NOTARIAL [60, 58, 116, 65]
signature-line: NOTARIO PUBLICO TITULAR [202, 985, 292, 993]
signature-line: BABR850307A49 [379, 855, 432, 864]
notice-block [1288, 513, 1435, 725]
signature-line: TOET781125-NE2 [1334, 855, 1388, 864]
signature-line: NOTARIO PÚBLICO NÚMERO 95 [356, 408, 457, 417]
notices-column [327, 58, 486, 2562]
notice-body: Por Escritura Pública Número 13,248 de fecha 11 de Noviembre de 2025, otorgada en esta Notaría a mi cargo, se inició la tramitación de la SUCESIÓN TESTAMENTARIA a bienes de la señora BLANCA ROSA LEGOFF SOSA, compareciendo a su vez INGENIERO JERÓNIMO ALANÍS LEGOFF, BLANCA EDITH ALANÍS LEGOFF y LEONARDO SAMUEL ALANÍS LEGOFF en su carácter de Únicos y Universales Herederos y además el señor JORGE ALBERTO LEGOFF SOSA en su calidad de Albacea, en los términos de los Artículos 881 ochocientos ochenta y uno y 882 ochocientos ochenta y dos del Código de Procedimientos Civiles, vigente en el Estado. [809, 741, 957, 854]
signature-line: LICENCIADO RODRIGO RAMON BACA BONIFAZ [1301, 237, 1422, 254]
signature-line: NOTARIO PÚBLICO TITULAR [998, 896, 1088, 904]
notice-heading: PUBLICACIÓN [224, 1024, 270, 1033]
notice-body: Mediante Acta Fuera de Protocolo número 021/6,566/2025 (cero veintiunoduímero mil quinientos sesenta y seisidos mil veinticinco), de fecha 15-diez de Noviembre de 2025-dos mil veinticinco, comparecieron los señores BELINDA GONZALEZ GARZA Y RODO ALEXANDRO HERNÁNDEZ GALVÁN, exhibiéndome la partida de Defunción del señor JESÚS SANTIAGO HERNÁNDEZ SOLÍS, solicitando la tramitación del Procedimiento Sucesorio de Intestado Extrajudicial, haciendo constar que se reconocen a sí mismos sus derechos hereditarios, así como el aceptar el cargo que le fue conferido, en el que se tiene por aceptado el cargo de ALBACEA conferido y protestó el fiel y legal desempeño del mismo, agregando que en su momento procederá a formular el inventario y avalúo de los bienes de la herencia. Lo que se publica en esta forma por dos veces, de diez en diez días, a efecto de convocar a los que se crean con derecho a la herencia. [491, 822, 640, 984]
notice-block [492, 488, 639, 806]
notice-block [14, 58, 161, 367]
notice-block [810, 732, 957, 897]
signature-line: NOTARIO PÚBLICO TITULAR NÚMERO 29 [1296, 700, 1426, 709]
signature-line: LIC. JOSÉ MARTÍNEZ GONZÁLEZ [1309, 692, 1413, 701]
notice-heading: PUBLICACION NOTARIAL [1002, 919, 1084, 928]
notice-body: En los términos del artículo 882 (ochocientos ochenta y dos), del Código de Procedimientos Civiles del Estado de Nuevo León, HAGO CONSTAR: La apertura en esta Notaría Pública a mi digno cargo, del Procedimiento Sucesorio Testamentario Extrajudicial a bienes de Francisco Javier GONZALEZ DAVILA TORRES y las declaraciones que ante mí hizo la señora MAYRA MELVA RODRIGUEZ YAMALLEL, en su carácter de Única y Universal Heredera Testamentaria, en el sentido de que reconoce sus derechos hereditarios y acepta la herencia que corresponde de acuerdo a las disposiciones testamentarias aplicables. Asimismo, la señora MAYRA MELVA RODRIGUEZ YAMALLEL, manifiesta que acepta el cargo de Albacea, protesta su fiel y legal desempeño y procederá a formular el inventario de los bienes que forman el acervo de la masa hereditaria. [968, 66, 1117, 220]
notary-signature-block [173, 969, 320, 1009]
notary-signature-block [810, 1003, 957, 1034]
notice-block [969, 521, 1116, 749]
notice-block [333, 261, 480, 433]
signature-line: LICENCIADA SILVIA MARIA GABRIELA GUERRA VELAZQUEZ [187, 968, 307, 985]
notary-signature-block [650, 238, 798, 262]
notice-body: En fecha (12) doce de Noviembre de (2025) dos mil veinticinco se inició en la Notaría Pública a mi cargo la SUCESION ACUMULADA, TESTAMENTARIA A BIENES DE LA SEÑORA MARÍA CRISTINA SALINAS MORALES E INTESTAMENTARIA A BIENES DEL SEÑOR CARLOS ARROIX RODRIGUEZ, quienes fallecieron el día (24) veinticuatro de Junio de (2025) dos mil veinticinco y (15) quince de Enero de (2021) dos mil veintiuno, respectivamente. Habiéndose presentado ante el suscrito, el presunto heredero señor LAZARO JUNIOR ARROIX ORTIZ, manifestando que acepta la herencia y el cargo de albaceas y procederá a formular el inventario de los bienes de la herencia. Lo anterior se publica mediante este aviso por dos ocasiones de 10 en 10 días, en cumplimiento a lo dispuesto en los artículos 881 y 882 del Código de Procedimientos Civiles del Estado, convocando a quienes se consideren con derecho a la herencia, a que acudan a deducirlo el domicilio de la Notaría, ubicado en Avenida Revolución número 3040 colonia La Primavera en Monterrey, Nuevo León. [173, 66, 321, 252]
notary-signature-block [1288, 238, 1435, 270]
publication-dates-marker: (17 y 27) [1348, 498, 1374, 506]
signature-line: LICENCIADO RODRIGO RAMON NOTARIO PÚBLICO TITULAR NÚMERO 24 [340, 839, 471, 856]
notices-column [1282, 58, 1435, 2562]
signature-line: NOTARIO PÚBLICO TITULAR [1316, 1074, 1406, 1083]
notice-body: Con fecha (10) diez de Noviembre del (2025) dos mil veinticinco, se radicó en esta Notaría Pública número (77) setenta y siete a mi cargo, ubicado en la Ciudad de Monterrey, Nuevo León, el PROCEDIMIENTO SUCESORIO TESTAMENTARIO ACUMULADO a bienes de los señores LEONOR TRUJILLO SALDIVAR Y ROGELIO SOLIS SANDOVAL, ordenándose publicar por dos ocasiones y con intervalo de diez días entre cada publicación, un aviso en el periódico El Porvenir, convocando a las personas que se crean con derecho a la herencia a deducirlo ante el Estado. [968, 928, 1117, 1033]
notary-signature-block [173, 554, 320, 570]
notice-body: San Pedro Garza García, Nuevo León a 13 de Noviembre del 2025. "PUBLIQUESE DOS VECES DE DIEZ EN DIEZ DIAS" Por ACTA FUERA DE PROTOCOLO 56,517 (CINCUENTA Y SEIS MIL QUINIENTOS DIECISIETE), de fecha 13 (trece) días del mes de Noviembre del año 2025 (dos mil veinticinco), se radicó en esta Notaría a mi cargo la SUCESIÓN LEGITIMA INTESTAMENTARIA EXTRAJUDICIAL ACUMULADA A BIENES DE SUS PADRES LOS SEÑORES EDGAR NIETO TORRES Y MARIA DEL CARMEN SOTO ROBLEDO, compareciendo la señora DEISSY NIETO SOTO como ÚNICA Y UNIVERSAL HEREDERA designado por el autor de la sucesión, a quien también nombra como ALBACEA, quien acepta el cargo conferido, protestando su fiel y legal desempeño y que va a proceder a formular el inventario. Lo que se publica para los efectos legales correspondientes, haciendo saber a quienes se crean con derecho a la herencia. Estado. Doy Fe. ANTE MI: [809, 513, 957, 683]
publication-dates-marker: (17 y 27) [234, 286, 260, 294]
notice-block [1288, 732, 1435, 872]
signature-line: BABR850307A49 [539, 465, 592, 474]
publication-dates-marker: (17 y 27) [1030, 742, 1056, 750]
notary-signature-block [1288, 692, 1435, 717]
notice-body: Se presentaron ante el Suscrito, LIDIA JANETH BALBOA RIVERA, JUAN EDGAR BALBOA RIVERA Y PEDRO GERARDO BALBOA RIVERA, expresando en este acto por lo anterior ALMA DELIA RIVERA PINEDA, a denunciar la SUCESIÓN DE INTESTADO EN LA VÍA EXTRAJUDICIAL a bienes del señor JUAN PABLO BALBOA CUELL, quienes manifiestan que aceptan la Herencia y reconocen sus derechos hereditarios, y la señora LIDIA JANETH BALBOA RIVERA quien acepta el cargo de Albacea, manifestando que procederá a formular el inventario y avalúo de los bienes de la herencia, lo que Yo, el suscrito Notario hago constar y doy a conocer por medio de esta publicación que se hace por dos veces de diez en diez días, en los términos del Artículo 882 ochocientos ochenta y dos del Código de Procedimientos Civiles vigente en el Estado. [1287, 887, 1435, 1041]
signature-line: BABR850307A49 [1017, 732, 1070, 741]
signature-line: NOTARIO PÚBLICO TITULAR NÚMERO 24 [1137, 253, 1267, 262]
signature-line: LIC. PEDRO RUBEN TORRES ESTRADA [822, 1002, 946, 1010]
notice-heading: PUBLICACION NOTARIAL [365, 879, 447, 887]
publication-dates-marker: (17 y 27) [1348, 717, 1374, 726]
signature-line: TITULAR DE LA NOTARIA PÚBLICO NÚMERO 21. [654, 1009, 795, 1025]
signature-line: LIC. GLORIA ILEANA RAMOS TORRES. [345, 400, 467, 409]
publication-dates-marker: (17 y 27) [1348, 864, 1374, 872]
publication-dates-marker: (17 y 27) [552, 798, 579, 807]
notice-heading: PUBLICACION NOTARIAL [683, 585, 766, 594]
publication-dates-marker: (17 y 27) [393, 246, 419, 255]
notice-heading: PUBLICACION NOTARIAL [47, 925, 129, 933]
notice-block [810, 277, 957, 498]
notice-line: Atentamente. [68, 867, 108, 876]
notary-signature-block [333, 400, 480, 425]
signature-line: NOTARIO PÚBLICO TITULAR NÚMERO 24 [1137, 473, 1267, 481]
notary-signature-block [969, 473, 1116, 505]
signature-line: BABR850307A49 [1334, 488, 1387, 497]
signature-line: LIC. PEDRO RUBEN TORRES ESTRADA [1299, 831, 1423, 840]
notary-signature-block [969, 879, 1116, 904]
notice-body: El día 28 (veintiocho) de mayo de 2024 (dos mil veinticuatro), Yo, Licenciado JOSÉ ALEJANDRO TREVIÑO CANO, Notario Público Titular de la Notaría Pública número 98 (noventa y ocho), hago constar que en esta Notaría Pública, se está llevando a cabo el Procedimiento Sucesorio Especial de Intestado a bienes de la señora PATRICIA FLORES LAUREANO, asimismo, manifiestaron los comparecientes JOSÉ ANTONIO SALAZAR TELLO, DULCE PATRICIA SALAZAR FLORES y ANA PAULINA SALAZAR FLORES quienes se ostentan el carácter de presuntos herederos y el primero de ellos como albacea de la sucesión, exhibiéndome el Acta de Defunción de la de cujus; mismo que acepta el cargo conferido. Lo anterior, de conformidad con el artículo 882 ochocientos ochenta y dos del Código de Procedimientos Civiles del Estado. Este Edicto se publicará dos veces de diez en diez días en el Periódico El Porvenir que se edita en la Ciudad de Monterrey, Nuevo León. DOY FE. Monterrey, Nuevo León, a la fecha de su expedición. [173, 594, 321, 772]
publication-dates-marker: (17 y 27) [1030, 270, 1056, 279]
notice-heading: AVISO NOTARIAL [219, 821, 275, 830]
notice-body: En los términos del artículo 882 (ochocientos ochenta y dos), del Código de Procedimientos Civiles del Estado de Nuevo León, HAGO CONSTAR: La apertura en esta Notaría Pública a mi digno cargo, del Procedimiento Sucesorio de Intestado Extrajudicial a bienes de LETICIA ARANDA LOPEZ y las declaraciones que ante mí hicieron las señoras JOSE ANGEL DIAZ ACOSTA, CINTHIA DIAZ GAMEZ, IMARI DIAZ GAMEZ Y LUIS ANGEL DIAZ GAMEZ, en su carácter de Únicos y Universales Herederos Legítimos, en el sentido de que reconocen sus derechos hereditarios y aceptan la herencia que corresponde de acuerdo a las disposiciones legales aplicables. Asimismo, el señor JOSE ANGEL DIAZ ACOSTA manifiesta que acepta el cargo de Albacea, protesta su fiel y legal desempeño y procederá a formular el inventario de los bienes que forman el acervo de la masa hereditaria. [968, 294, 1117, 456]
signature-line: NOTARIO PÚBLICO TITULAR NÚMERO 24 [1296, 481, 1426, 489]
notice-block [1128, 505, 1275, 669]
publication-dates-marker: (17 y 27) [1030, 904, 1056, 913]
notice-block [969, 756, 1116, 912]
publication-dates-marker: (17 y 27) [1189, 661, 1215, 669]
signature-line: LICENCIADO RODRIGO RAMON BACA BONIFAZ [1301, 465, 1422, 481]
notice-block [810, 505, 957, 725]
signature-line: LICENCIADO RODRIGO RAMON NOTARIO PÚBLICO TITULAR NÚMERO 24 [500, 1188, 631, 1205]
signature-line: RATG778411JM5. [379, 416, 433, 425]
notice-line: Monterrey, N.L. a 11 de Noviembre de 2025. [1297, 682, 1426, 691]
notice-heading: AVISO NOTARIAL [1333, 879, 1389, 887]
